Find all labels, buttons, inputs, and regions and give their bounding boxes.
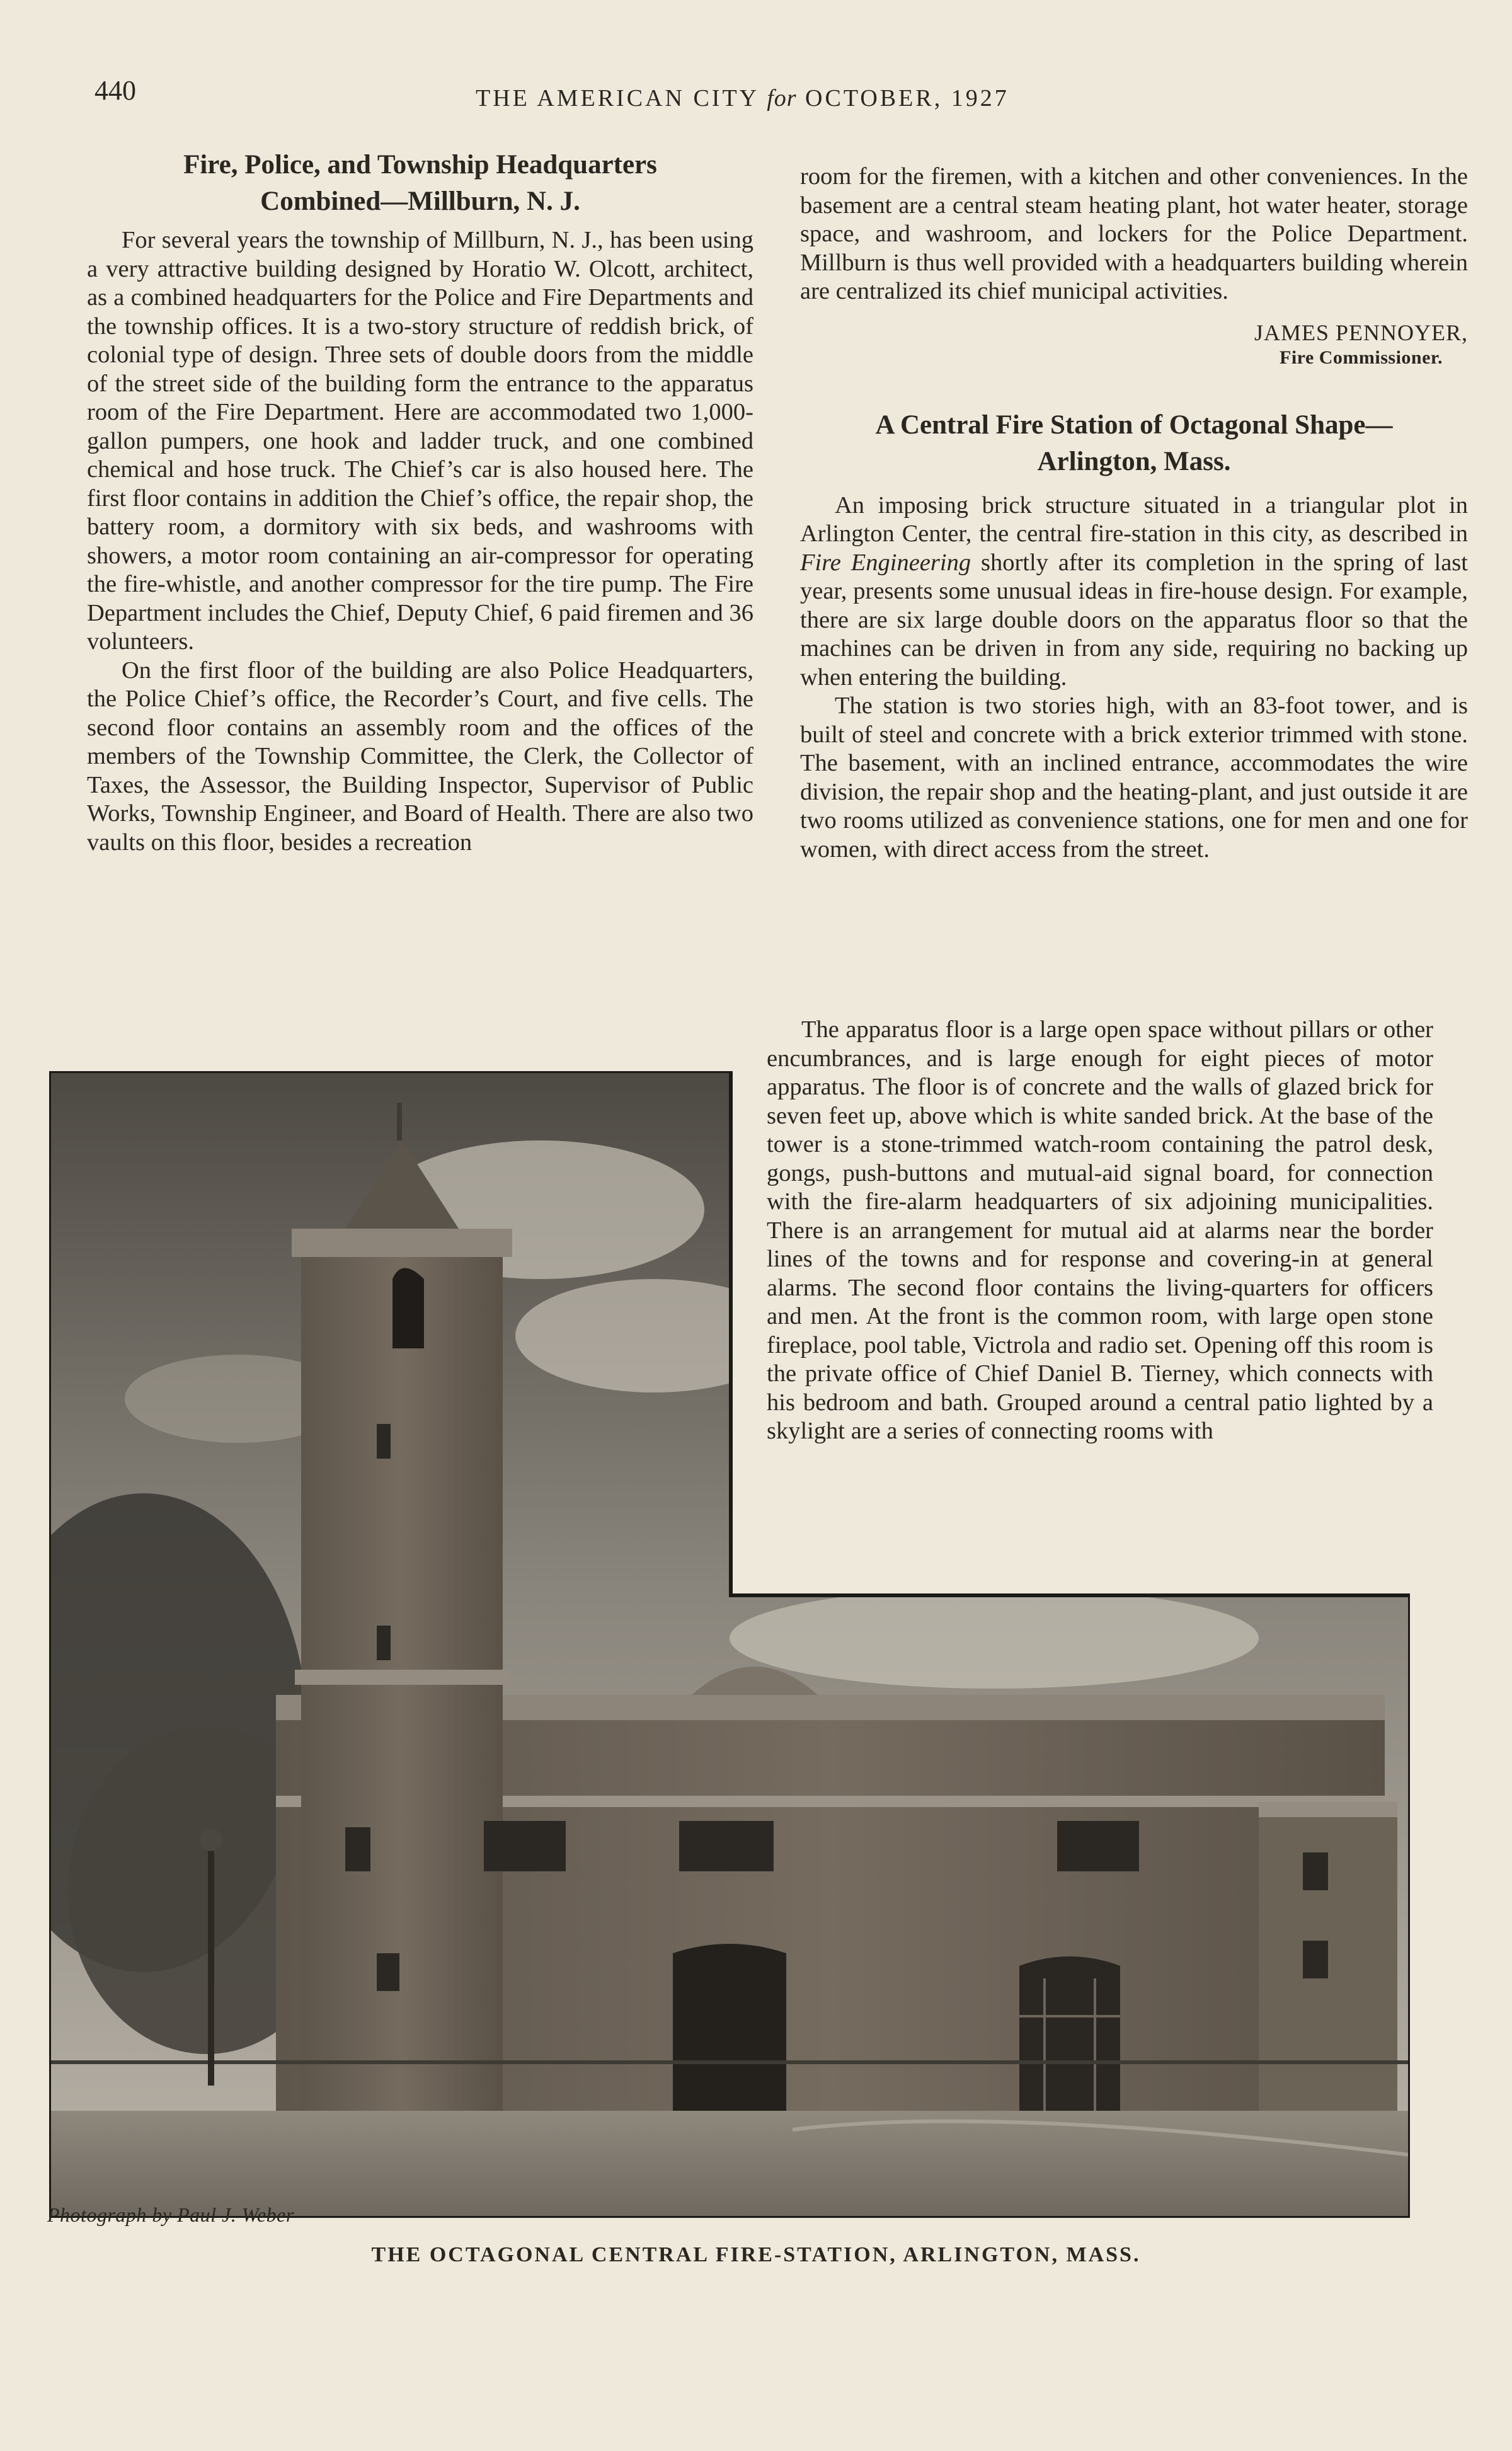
right-column-top [800,163,1468,864]
article-arlington-para3: The apparatus floor is a large open space without pillars or other encumbrances, and is large enough for eight pieces of motor apparatus. The floor is of concrete and the walls of glazed brick for seven feet up, above which is white sanded brick. At the base of the tower is a stone-trimmed watch-room containing the patrol desk, gongs, push-buttons and mutual-aid signal board, for connection with the fire-alarm headquarters of six adjoining municipalities. There is an arrangement for mutual aid at alarms near the border lines of the towns and for response and covering-in at general alarms. The second floor contains the living-quarters for officers and men. At the front is the common room, with large open stone fireplace, pool table, Victrola and radio set. Opening off this room is the private office of Chief Daniel B. Tierney, which connects with his bedroom and bath. Grouped around a central patio lighted by a skylight are a series of connecting rooms with [767,1016,1433,1444]
article-millburn-para2: On the first floor of the building are also Police Headquarters, the Police Chief’s office, the Recorder’s Court, and five cells. The second floor contains an assembly room and the offices of the members of the Township Committee, the Clerk, the Collector of Taxes, the Assessor, the Building Inspector, Supervisor of Public Works, Township Engineer, and Board of Health. There are also two vaults on this floor, besides a recreation [87,657,753,856]
running-head-for: for [767,85,797,112]
article-arlington-title-line1: A Central Fire Station of Octagonal Shape— [875,410,1393,440]
article-millburn-title-line2: Combined—Millburn, N. J. [260,187,580,216]
publication-name: Fire Engineering [800,549,971,576]
article-arlington-title-line2: Arlington, Mass. [1037,446,1231,476]
article-arlington-para1-text: An imposing brick structure situated in a triangular plot in Arlington Center, the central fire-station in this city, as described in [800,491,1468,547]
article-millburn-para1: For several years the township of Millburn, N. J., has been using a very attractive building designed by Horatio W. Olcott, architect, as a combined headquarters for the Police and Fire Departments and the township offices. It is a two-story structure of reddish brick, of colonial type of design. Three sets of double doors from the middle of the street side of the building form the entrance to the apparatus room of the Fire Department. Here are accommodated two 1,000-gallon pumpers, one hook and ladder truck, and one combined chemical and hose truck. The Chief’s car is also housed here. The first floor contains in addition the Chief’s office, the repair shop, the battery room, a dormitory with six beds, and washrooms with showers, a motor room containing an air-compressor for operating the fire-whistle, and another compressor for the tire pump. The Fire Department includes the Chief, Deputy Chief, 6 paid firemen and 36 volunteers. [87,227,753,655]
article-arlington-title [800,407,1468,480]
article-millburn-title-line1: Fire, Police, and Township Headquarters [183,150,657,180]
running-head [476,84,1009,112]
article-millburn-title [87,147,753,220]
article-arlington-para2: The station is two stories high, with an 83-foot tower, and is built of steel and concrete with a brick exterior trimmed with stone. The basement, with an inclined entrance, accommodates the wire division, the repair shop and the heating-plant, and just outside it are two rooms utilized as convenience stations, one for men and one for women, with direct access from the street. [800,692,1468,863]
photo-caption: THE OCTAGONAL CENTRAL FIRE-STATION, ARLINGTON, MASS. [371,2243,1141,2266]
author-name: JAMES PENNOYER, [1254,319,1468,345]
fire-station-photograph [49,1071,1410,2218]
page-number: 440 [94,75,136,106]
running-head-title: THE AMERICAN CITY [476,85,759,112]
photo-credit: Photograph by Paul J. Weber [47,2203,294,2226]
running-head-date: OCTOBER, 1927 [805,85,1009,112]
article-millburn-para3: room for the firemen, with a kitchen and other conveniences. In the basement are a central steam heating plant, hot water heater, storage space, and washroom, and lockers for the Police Department. Millburn is thus well provided with a headquarters building wherein are centralized its chief municipal activities. [800,163,1468,304]
article-millburn [87,147,753,857]
author-signature [800,320,1468,370]
article-arlington-para1 [800,491,1468,692]
author-title: Fire Commissioner. [1280,347,1443,368]
article-arlington-para1-rest: shortly after its completion in the spring of last year, presents some unusual ideas in fire-house design. For example, there are six large double doors on the apparatus floor so that the machines can be driven in from any side, requiring no backing up when entering the building. [800,549,1468,691]
